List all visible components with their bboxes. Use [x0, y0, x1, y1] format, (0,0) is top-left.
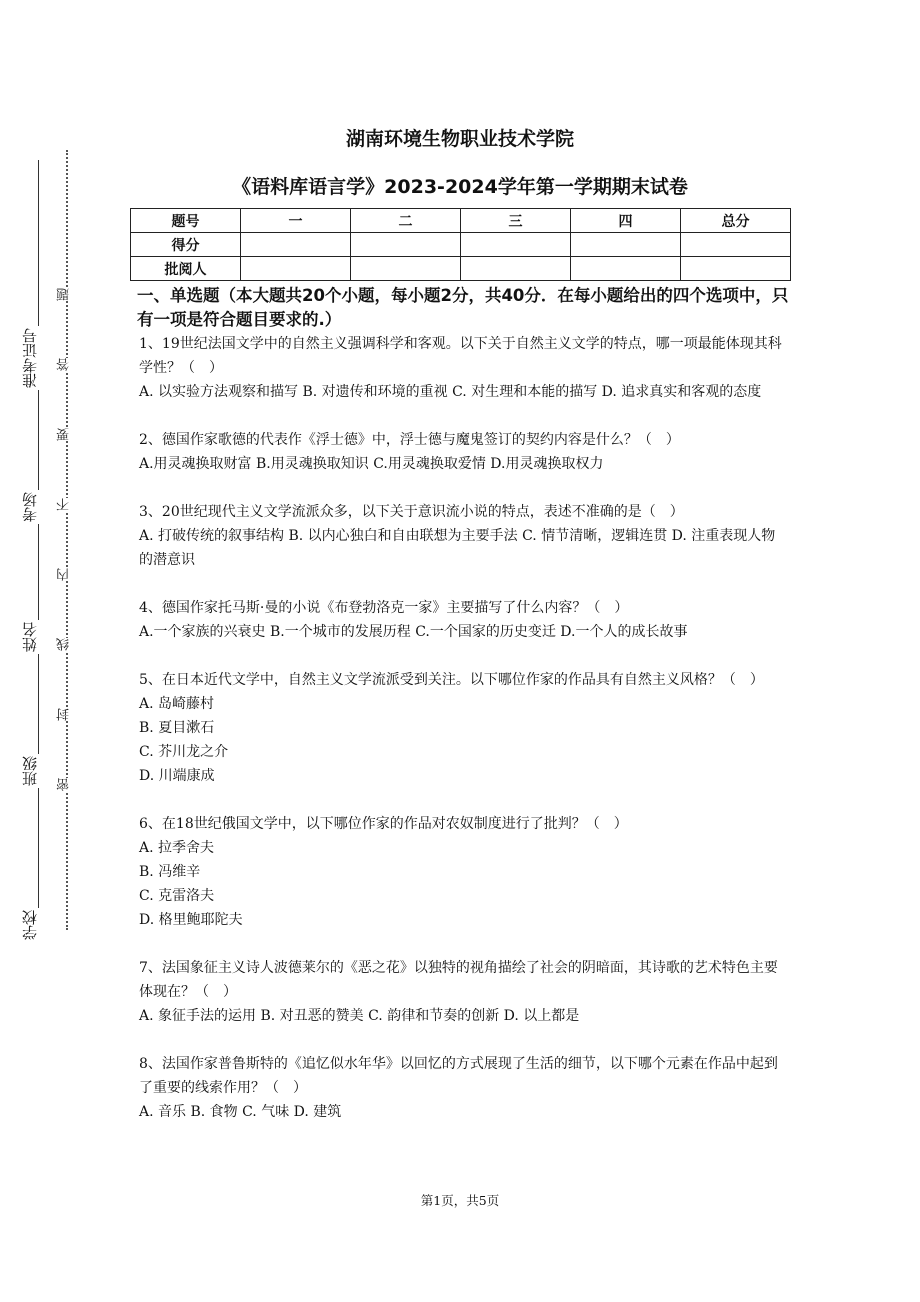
question-option: C. 克雷洛夫 [139, 888, 215, 904]
question-3 [139, 500, 789, 572]
question-stem: 1、19世纪法国文学中的自然主义强调科学和客观。以下关于自然主义文学的特点，哪一项最能体现其科学性？（ ） [139, 336, 782, 376]
question-stem: 3、20世纪现代主义文学流派众多，以下关于意识流小说的特点，表述不准确的是（ ） [139, 504, 684, 520]
fill-in-line [38, 160, 39, 940]
question-stem: 2、德国作家歌德的代表作《浮士德》中，浮士德与魔鬼签订的契约内容是什么？（ ） [139, 432, 680, 448]
question-7 [139, 956, 789, 1028]
field-label-school: 学校 [22, 908, 52, 942]
question-option: A. 岛崎藤村 [139, 696, 215, 712]
question-5 [139, 668, 789, 788]
question-section [139, 284, 789, 1124]
question-stem: 6、在18世纪俄国文学中，以下哪位作家的作品对农奴制度进行了批判？（ ） [139, 816, 628, 832]
seal-char: 内 [57, 568, 72, 581]
question-options: A. 音乐 B. 食物 C. 气味 D. 建筑 [139, 1104, 342, 1120]
question-options: A.一个家族的兴衰史 B.一个城市的发展历程 C.一个国家的历史变迁 D.一个人的成长故事 [139, 624, 688, 640]
question-options: A. 象征手法的运用 B. 对丑恶的赞美 C. 韵律和节奏的创新 D. 以上都是 [139, 1008, 580, 1024]
school-name: 湖南环境生物职业技术学院 [345, 128, 574, 150]
field-label-exam-number: 准考证号 [22, 326, 52, 390]
question-stem: 7、法国象征主义诗人波德莱尔的《恶之花》以独特的视角描绘了社会的阴暗面，其诗歌的艺术特色主要体现在？（ ） [139, 960, 778, 1000]
score-cell [571, 257, 681, 281]
field-label-exam-room: 考场 [22, 490, 52, 524]
seal-char: 要 [57, 428, 72, 441]
seal-char: 答 [57, 358, 72, 371]
score-header-cell: 三 [461, 209, 571, 233]
score-header-cell: 总分 [681, 209, 791, 233]
score-table-header-row [131, 209, 791, 233]
question-stem: 8、法国作家普鲁斯特的《追忆似水年华》以回忆的方式展现了生活的细节，以下哪个元素在作品中起到了重要的线索作用？（ ） [139, 1056, 778, 1096]
score-cell [351, 233, 461, 257]
question-1 [139, 332, 789, 404]
question-options: A. 打破传统的叙事结构 B. 以内心独白和自由联想为主要手法 C. 情节清晰，逻辑连贯 D. 注重表现人物的潜意识 [139, 528, 776, 568]
score-cell [241, 257, 351, 281]
question-option: A. 拉季舍夫 [139, 840, 215, 856]
question-option: D. 格里鲍耶陀夫 [139, 912, 243, 928]
seal-char: 封 [57, 708, 72, 721]
field-label-name: 姓名 [22, 620, 52, 654]
score-cell [461, 233, 571, 257]
question-6 [139, 812, 789, 932]
section-heading: 一、单选题（本大题共20个小题，每小题2分，共40分．在每小题给出的四个选项中，只有一项是符合题目要求的.） [137, 286, 789, 329]
score-cell [681, 257, 791, 281]
score-table-row [131, 233, 791, 257]
question-stem: 4、德国作家托马斯·曼的小说《布登勃洛克一家》主要描写了什么内容？（ ） [139, 600, 629, 616]
exam-title: 《语料库语言学》2023-2024学年第一学期期末试卷 [232, 176, 688, 198]
score-header-cell: 题号 [131, 209, 241, 233]
score-header-cell: 四 [571, 209, 681, 233]
question-option: B. 夏目漱石 [139, 720, 215, 736]
seal-char: 题 [57, 288, 72, 301]
seal-char: 密 [57, 778, 72, 791]
score-cell [681, 233, 791, 257]
seal-char: 不 [57, 498, 72, 511]
seal-char: 线 [57, 638, 72, 651]
question-options: A.用灵魂换取财富 B.用灵魂换取知识 C.用灵魂换取爱情 D.用灵魂换取权力 [139, 456, 604, 472]
score-cell [571, 233, 681, 257]
question-stem: 5、在日本近代文学中，自然主义文学流派受到关注。以下哪位作家的作品具有自然主义风格？（ ） [139, 672, 764, 688]
binding-margin [0, 0, 120, 1302]
page-footer: 第1页，共5页 [420, 1193, 500, 1208]
score-header-cell: 一 [241, 209, 351, 233]
question-8 [139, 1052, 789, 1124]
question-option: B. 冯维辛 [139, 864, 201, 880]
seal-dotted-line [66, 150, 68, 930]
field-label-class: 班级 [22, 754, 52, 788]
score-cell [351, 257, 461, 281]
score-cell [241, 233, 351, 257]
question-4 [139, 596, 789, 644]
score-table-row [131, 257, 791, 281]
score-row-label: 得分 [131, 233, 241, 257]
question-option: C. 芥川龙之介 [139, 744, 229, 760]
score-row-label: 批阅人 [131, 257, 241, 281]
score-header-cell: 二 [351, 209, 461, 233]
question-option: D. 川端康成 [139, 768, 215, 784]
question-options: A. 以实验方法观察和描写 B. 对遗传和环境的重视 C. 对生理和本能的描写 D. 追求真实和客观的态度 [139, 384, 762, 400]
score-cell [461, 257, 571, 281]
question-2 [139, 428, 789, 476]
score-table [130, 208, 791, 281]
